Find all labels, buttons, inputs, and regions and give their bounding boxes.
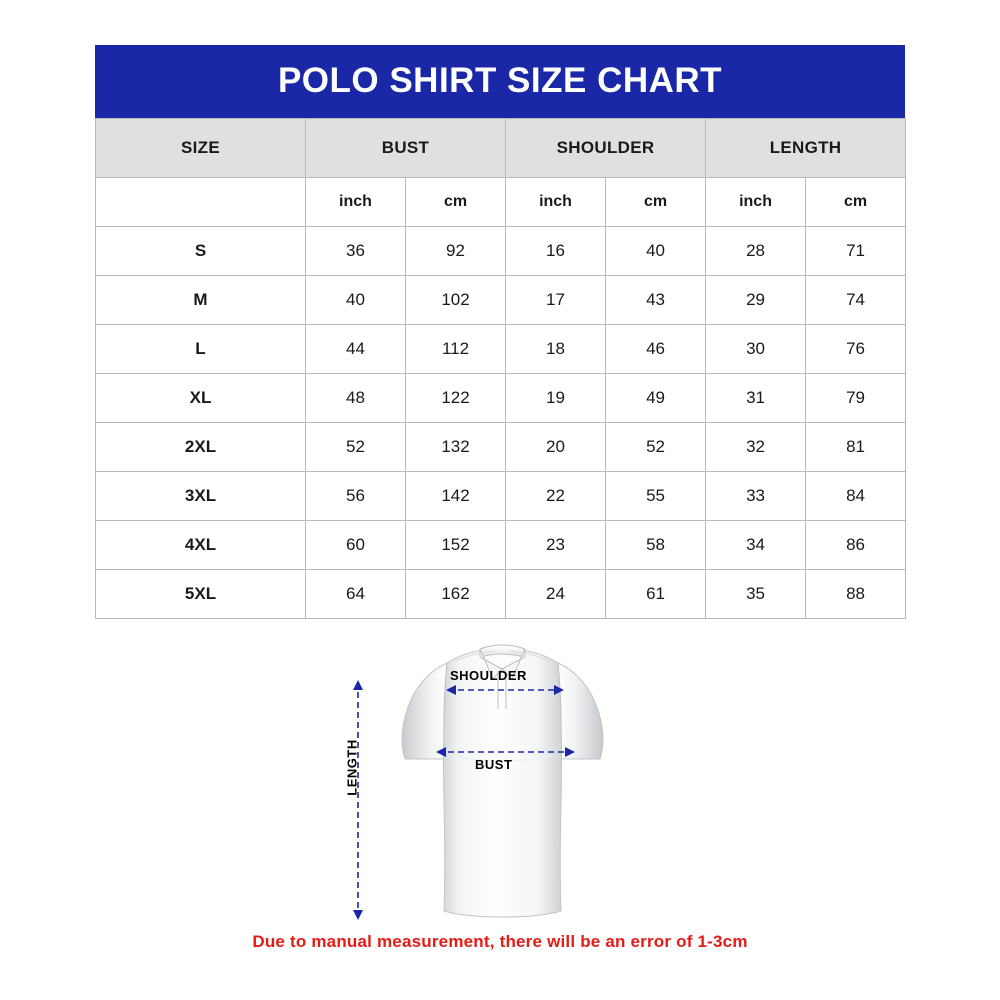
units-blank xyxy=(96,178,306,227)
units-bust-cm: cm xyxy=(406,178,506,227)
row-bust-inch: 40 xyxy=(306,276,406,325)
row-size: 5XL xyxy=(96,570,306,619)
row-bust-cm: 142 xyxy=(406,472,506,521)
row-shoulder-inch: 23 xyxy=(506,521,606,570)
row-shoulder-inch: 20 xyxy=(506,423,606,472)
row-shoulder-cm: 49 xyxy=(606,374,706,423)
units-bust-inch: inch xyxy=(306,178,406,227)
row-shoulder-cm: 61 xyxy=(606,570,706,619)
row-shoulder-inch: 22 xyxy=(506,472,606,521)
header-length: LENGTH xyxy=(706,119,906,178)
units-shoulder-cm: cm xyxy=(606,178,706,227)
table-row xyxy=(96,423,906,472)
table-row xyxy=(96,325,906,374)
table-row xyxy=(96,227,906,276)
row-length-inch: 28 xyxy=(706,227,806,276)
row-length-cm: 88 xyxy=(806,570,906,619)
row-length-cm: 81 xyxy=(806,423,906,472)
units-length-inch: inch xyxy=(706,178,806,227)
row-shoulder-inch: 17 xyxy=(506,276,606,325)
table-row xyxy=(96,472,906,521)
units-length-cm: cm xyxy=(806,178,906,227)
units-shoulder-inch: inch xyxy=(506,178,606,227)
row-bust-cm: 132 xyxy=(406,423,506,472)
header-size: SIZE xyxy=(96,119,306,178)
row-shoulder-inch: 16 xyxy=(506,227,606,276)
row-size: 4XL xyxy=(96,521,306,570)
row-size: M xyxy=(96,276,306,325)
row-length-cm: 74 xyxy=(806,276,906,325)
row-size: L xyxy=(96,325,306,374)
measurement-illustration xyxy=(330,630,690,930)
row-bust-inch: 48 xyxy=(306,374,406,423)
row-shoulder-cm: 55 xyxy=(606,472,706,521)
row-length-inch: 29 xyxy=(706,276,806,325)
row-length-inch: 30 xyxy=(706,325,806,374)
size-chart-table xyxy=(95,118,906,619)
row-size: S xyxy=(96,227,306,276)
row-length-inch: 31 xyxy=(706,374,806,423)
row-shoulder-cm: 58 xyxy=(606,521,706,570)
row-shoulder-cm: 52 xyxy=(606,423,706,472)
row-length-cm: 71 xyxy=(806,227,906,276)
row-bust-inch: 60 xyxy=(306,521,406,570)
row-shoulder-inch: 19 xyxy=(506,374,606,423)
row-size: 2XL xyxy=(96,423,306,472)
measurement-note: Due to manual measurement, there will be an error of 1-3cm xyxy=(252,932,748,951)
row-bust-cm: 152 xyxy=(406,521,506,570)
row-length-inch: 33 xyxy=(706,472,806,521)
row-bust-cm: 92 xyxy=(406,227,506,276)
bust-label: BUST xyxy=(475,757,513,772)
shoulder-label: SHOULDER xyxy=(450,668,527,683)
row-length-cm: 86 xyxy=(806,521,906,570)
row-bust-cm: 122 xyxy=(406,374,506,423)
row-bust-cm: 112 xyxy=(406,325,506,374)
row-size: 3XL xyxy=(96,472,306,521)
row-length-inch: 34 xyxy=(706,521,806,570)
table-header-row xyxy=(96,119,906,178)
table-row xyxy=(96,276,906,325)
table-row xyxy=(96,570,906,619)
size-chart xyxy=(95,45,905,619)
row-bust-inch: 44 xyxy=(306,325,406,374)
row-length-cm: 76 xyxy=(806,325,906,374)
row-shoulder-inch: 18 xyxy=(506,325,606,374)
header-shoulder: SHOULDER xyxy=(506,119,706,178)
header-bust: BUST xyxy=(306,119,506,178)
row-bust-cm: 162 xyxy=(406,570,506,619)
row-bust-inch: 52 xyxy=(306,423,406,472)
row-shoulder-cm: 46 xyxy=(606,325,706,374)
row-bust-inch: 56 xyxy=(306,472,406,521)
table-row xyxy=(96,374,906,423)
table-row xyxy=(96,521,906,570)
row-bust-inch: 64 xyxy=(306,570,406,619)
row-shoulder-cm: 43 xyxy=(606,276,706,325)
row-length-cm: 84 xyxy=(806,472,906,521)
row-length-inch: 32 xyxy=(706,423,806,472)
row-bust-cm: 102 xyxy=(406,276,506,325)
row-bust-inch: 36 xyxy=(306,227,406,276)
row-shoulder-cm: 40 xyxy=(606,227,706,276)
row-shoulder-inch: 24 xyxy=(506,570,606,619)
row-length-inch: 35 xyxy=(706,570,806,619)
chart-title: POLO SHIRT SIZE CHART xyxy=(95,45,905,118)
length-label: LENGTH xyxy=(344,739,360,796)
row-size: XL xyxy=(96,374,306,423)
row-length-cm: 79 xyxy=(806,374,906,423)
units-row xyxy=(96,178,906,227)
